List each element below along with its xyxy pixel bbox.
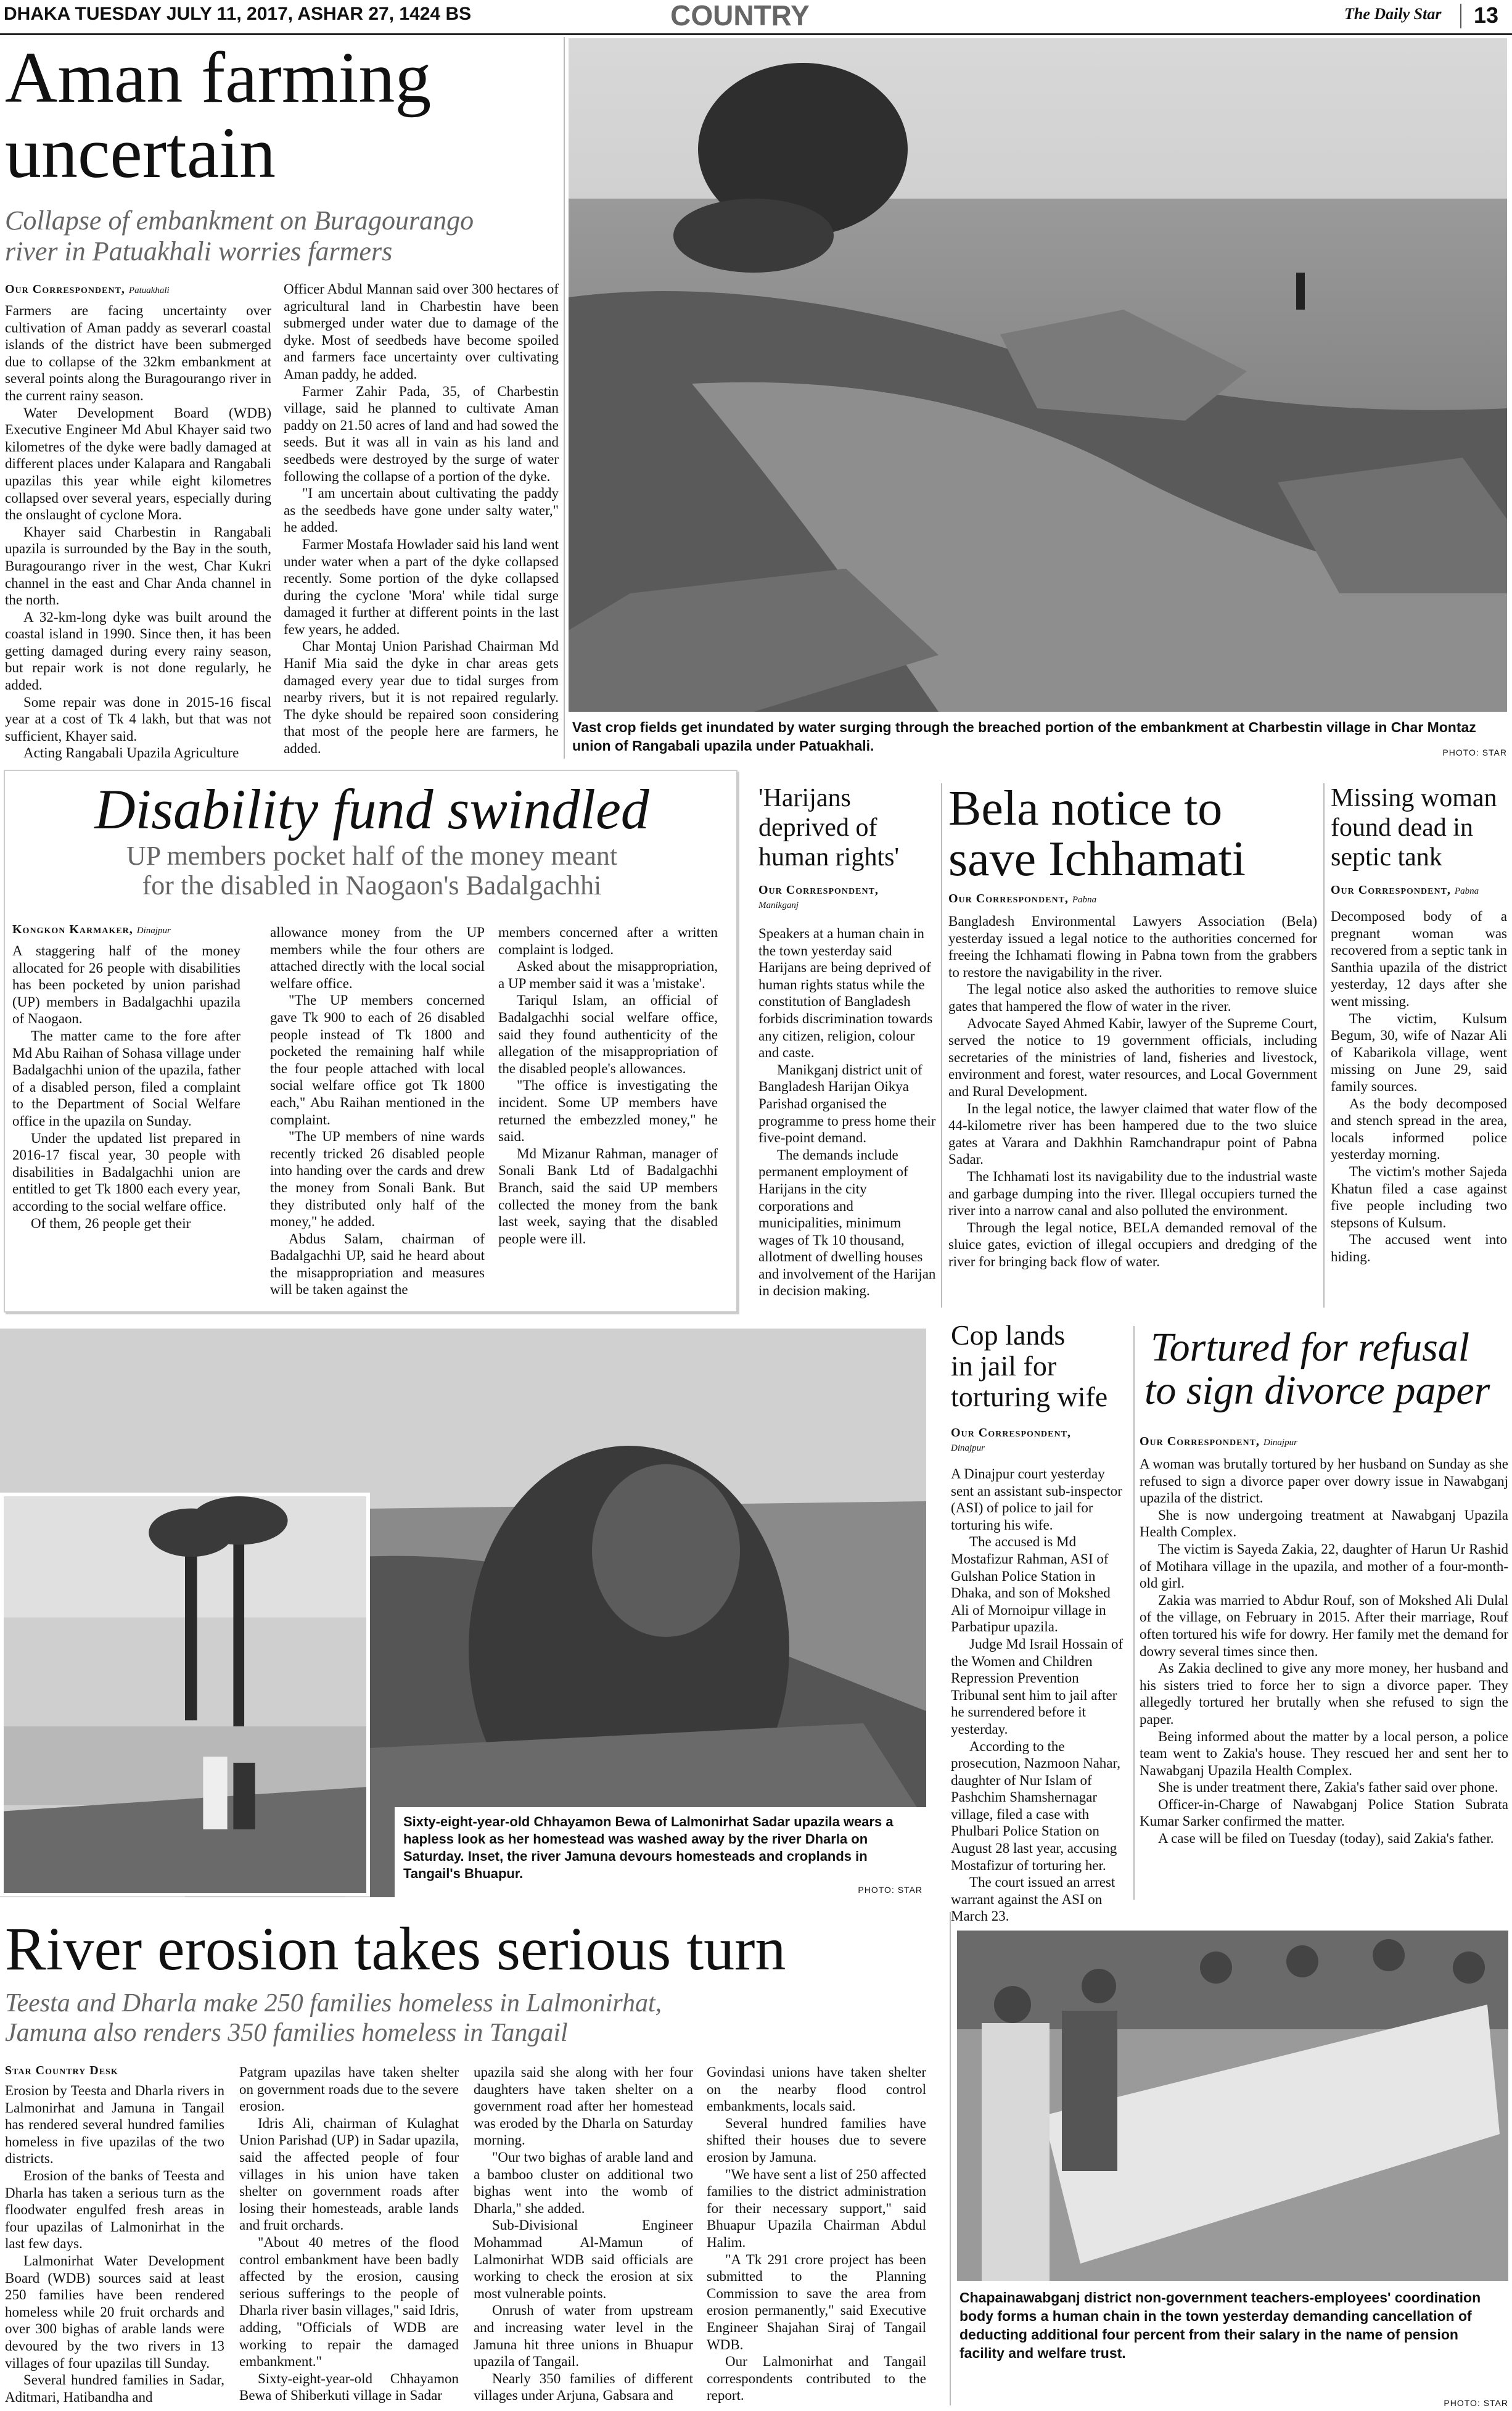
erosion-photo-caption: Sixty-eight-year-old Chhayamon Bewa of Lalmonirhat Sadar upazila wears a hapless look as her homestead was washed away by the river Dharla on Saturday. Inset, the river Jamuna devours homesteads and croplands in Tangail's Bhuapur. bbox=[403, 1814, 894, 1881]
aman-column-2 bbox=[284, 281, 559, 762]
erosion-caption-box bbox=[395, 1807, 926, 1897]
bela-body bbox=[948, 913, 1317, 1314]
aman-headline-line1: Aman farming bbox=[5, 37, 432, 118]
bela-paragraph: The Ichhamati lost its navigability due to the industrial waste and garbage dumping into the river. Illegal occupiers turned the river into a narrow canal and also polluted the environment. bbox=[948, 1168, 1317, 1219]
harijans-byline bbox=[758, 883, 937, 912]
missing-paragraph: The victim, Kulsum Begum, 30, wife of Nazar Ali of Kabarikola village, went missing on June 29, said family sources. bbox=[1331, 1010, 1507, 1094]
bela-article bbox=[948, 783, 1318, 1314]
river-paragraph: Several hundred families have shifted their houses due to severe erosion by Jamuna. bbox=[707, 2115, 926, 2165]
column-divider bbox=[564, 37, 565, 759]
bela-paragraph: Advocate Sayed Ahmed Kabir, lawyer of the Supreme Court, served the notice to 19 government officials, including secretaries of the ministries of land, fisheries and livestock, environment and forest, water resources, and Local Government and Rural Development. bbox=[948, 1015, 1317, 1099]
disability-paragraph: A staggering half of the money allocated for 26 people with disabilities has been pocketed by union parishad (UP) members in Badalgachhi upazila of Naogaon. bbox=[12, 943, 240, 1027]
river-column-1 bbox=[5, 2082, 224, 2409]
human-chain-photo bbox=[957, 1931, 1508, 2281]
disability-paragraph: "The UP members of nine wards recently tricked 26 disabled people into handing over the cards and drew the money from Sonali Bank. But they distributed only half of the money," he added. bbox=[270, 1129, 485, 1230]
tortured-paragraph: She is under treatment there, Zakia's father said over phone. bbox=[1158, 1779, 1498, 1795]
missing-paragraph: Decomposed body of a pregnant woman was recovered from a septic tank in Santhia upazila of the district yesterday, 12 days after she went missing. bbox=[1331, 909, 1507, 1009]
aman-deck-line1: Collapse of embankment on Buragourango bbox=[5, 205, 474, 236]
tortured-paragraph: A woman was brutally tortured by her husband on Sunday as she refused to sign a divorce paper over dowry issue in Nawabganj upazila of the district. bbox=[1140, 1456, 1508, 1506]
river-column-2 bbox=[239, 2064, 459, 2409]
disability-column-3 bbox=[498, 924, 718, 1306]
cop-paragraph: The court issued an arrest warrant against the ASI on March 23. bbox=[951, 1874, 1116, 1924]
disability-paragraph: allowance money from the UP members while the four others are attached directly with the local social welfare office. bbox=[270, 925, 485, 991]
tortured-paragraph: The victim is Sayeda Zakia, 22, daughter of Harun Ur Rashid of Motihara village in the upazila, and mother of a four-month-old girl. bbox=[1140, 1541, 1508, 1591]
masthead bbox=[0, 0, 1512, 36]
masthead-page-number: 13 bbox=[1474, 2, 1499, 28]
cop-headline-line3: torturing wife bbox=[951, 1381, 1108, 1412]
tortured-paragraph: As Zakia declined to give any more money, her husband and his sisters tried to force her to sign a divorce paper. They allegedly tortured her brutally when she refused to sign the paper. bbox=[1140, 1660, 1508, 1727]
disability-paragraph: "The office is investigating the incident. Some UP members have returned the embezzled money," he said. bbox=[498, 1078, 718, 1145]
aman-paragraph: Acting Rangabali Upazila Agriculture bbox=[23, 745, 239, 761]
embankment-photo bbox=[569, 38, 1507, 712]
missing-headline-line2: found dead in bbox=[1331, 814, 1473, 842]
river-paragraph: upazila said she along with her four daughters have taken shelter on a government road after her homestead was eroded by the Dharla on Saturday morning. bbox=[474, 2064, 693, 2148]
cop-byline-name: Our Correspondent, bbox=[951, 1426, 1071, 1440]
column-divider bbox=[941, 783, 942, 1308]
river-paragraph: Patgram upazilas have taken shelter on government roads due to the severe erosion. bbox=[239, 2064, 459, 2114]
masthead-rule bbox=[0, 33, 1512, 35]
disability-paragraph: Under the updated list prepared in 2016-17 fiscal year, 30 people with disabilities in Badalgachhi union are entitled to get Tk 1800 each every year, according to the social welfare office. bbox=[12, 1130, 240, 1214]
aman-paragraph: Officer Abdul Mannan said over 300 hectares of agricultural land in Charbestin have been submerged under water due to damage of the dyke. Most of seedbeds have become spoiled and farmers face uncertainty over cultivating Aman paddy, he added. bbox=[284, 281, 559, 382]
aman-paragraph: Water Development Board (WDB) Executive Engineer Md Abul Khayer said two kilometres of the dyke were badly damaged at different places under Kalapara and Rangabali upazilas this year while eight kilometres collapsed over several years, especially during the onslaught of cyclone Mora. bbox=[5, 405, 271, 523]
disability-paragraph: Asked about the misappropriation, a UP member said it was a 'mistake'. bbox=[498, 958, 718, 991]
cop-paragraph: The accused is Md Mostafizur Rahman, ASI of Gulshan Police Station in Dhaka, and son of Mokshed Ali of Mornoipur village in Parbatipur upazila. bbox=[951, 1534, 1111, 1635]
column-divider bbox=[1133, 1326, 1135, 1900]
harijans-dateline: Manikganj bbox=[758, 901, 799, 910]
masthead-divider bbox=[1460, 4, 1461, 28]
missing-headline-line3: septic tank bbox=[1331, 843, 1442, 872]
bela-byline bbox=[948, 892, 1096, 906]
tortured-paragraph: Officer-in-Charge of Nawabganj Police Station Subrata Kumar Sarker confirmed the matter. bbox=[1140, 1796, 1508, 1829]
cop-body bbox=[951, 1465, 1128, 1924]
disability-headline: Disability fund swindled bbox=[94, 778, 649, 841]
masthead-section: COUNTRY bbox=[670, 0, 810, 31]
harijans-paragraph: Manikganj district unit of Bangladesh Harijan Oikya Parishad organised the programme to press home their five-point demand. bbox=[758, 1061, 936, 1146]
disability-box bbox=[4, 770, 738, 1313]
missing-byline-name: Our Correspondent, bbox=[1331, 883, 1451, 897]
tortured-paragraph: A case will be filed on Tuesday (today), said Zakia's father. bbox=[1158, 1831, 1494, 1847]
bela-headline-line2: save Ichhamati bbox=[948, 832, 1246, 886]
river-paragraph: Erosion by Teesta and Dharla rivers in Lalmonirhat and Jamuna in Tangail has rendered several hundred families homeless in five upazilas of the two districts. bbox=[5, 2083, 224, 2167]
aman-paragraph: Farmer Mostafa Howlader said his land went under water when a part of the dyke collapsed recently. Some portion of the dyke collapsed during the cyclone 'Mora' while tidal surge damaged it further at different points in the last few years, he added. bbox=[284, 536, 559, 637]
aman-paragraph: Farmer Zahir Pada, 35, of Charbestin village, said he planned to cultivate Aman paddy on 21.50 acres of land and had sowed the seeds. But it was all in vain as his land and seedbeds were destroyed by the surge of water following the collapse of a portion of the dyke. bbox=[284, 383, 559, 484]
cop-headline-line2: in jail for bbox=[951, 1350, 1057, 1382]
aman-paragraph: Farmers are facing uncertainty over cultivation of Aman paddy as severarl coastal islands of the district have been submerged due to collapse of the 32km embankment at several points along the Buragourango river in the current rainy season. bbox=[5, 303, 271, 403]
river-paragraph: "Our two bighas of arable land and a bamboo cluster on additional two bighas went into the womb of Dharla," she added. bbox=[474, 2149, 693, 2216]
missing-byline bbox=[1331, 883, 1479, 897]
aman-byline bbox=[5, 282, 170, 297]
aman-paragraph: A 32-km-long dyke was built around the coastal island in 1990. Since then, it has been getting damaged during every rainy season, but repair work is not done regularly, he added. bbox=[5, 609, 271, 693]
disability-paragraph: Md Mizanur Rahman, manager of Sonali Bank Ltd of Badalgachhi Branch, said the said UP members collected the money from the bank last week, saying that the disabled people were ill. bbox=[498, 1145, 718, 1247]
harijans-paragraph: The demands include permanent employment of Harijans in the city corporations and municipalities, minimum wages of Tk 10 thousand, allotment of dwelling houses and involvement of the Harijan in decision making. bbox=[758, 1147, 936, 1299]
disability-column-2 bbox=[270, 924, 485, 1306]
bela-byline-name: Our Correspondent, bbox=[948, 892, 1069, 905]
river-paragraph: Lalmonirhat Water Development Board (WDB) sources said at least 250 families have been rendered homeless while 20 fruit orchards and over 300 bighas of arable lands were devoured by the two rivers in 13 villages of four upazilas till Sunday. bbox=[5, 2252, 224, 2371]
missing-body bbox=[1331, 908, 1507, 1314]
aman-paragraph: Khayer said Charbestin in Rangabali upazila is surrounded by the Bay in the south, Buragourango river in the west, Char Kukri channel in the east and Char Anda channel in the north. bbox=[5, 524, 271, 608]
cop-headline-line1: Cop lands bbox=[951, 1319, 1066, 1351]
disability-paragraph: Of them, 26 people get their bbox=[31, 1215, 191, 1231]
disability-deck-line2: for the disabled in Naogaon's Badalgachhi bbox=[142, 870, 602, 901]
cop-paragraph: According to the prosecution, Nazmoon Nahar, daughter of Nur Islam of Pashchim Shamshernagar village, filed a case with Phulbari Police Station on August 28 last year, accusing Mostafizur of torturing her. bbox=[951, 1738, 1120, 1873]
bela-paragraph: Bangladesh Environmental Lawyers Association (Bela) yesterday issued a legal notice to the authorities concerned for freeing the Ichhamati flowing in Pabna town from the grabbers to restore the navigability in the river. bbox=[948, 913, 1317, 980]
river-column-3 bbox=[474, 2064, 693, 2409]
missing-paragraph: The victim's mother Sajeda Khatun filed a case against five people including two stepsons of Kulsum. bbox=[1331, 1163, 1507, 1230]
cop-dateline: Dinajpur bbox=[951, 1443, 985, 1453]
human-chain-caption: Chapainawabganj district non-government teachers-employees' coordination body forms a human chain in the town yesterday demanding cancellation of deducting additional four percent from their salary in the name of pension facility and welfare trust. bbox=[959, 2289, 1481, 2361]
masthead-date: DHAKA TUESDAY JULY 11, 2017, ASHAR 27, 1424 BS bbox=[4, 4, 472, 24]
harijans-body bbox=[758, 925, 936, 1314]
disability-dateline: Dinajpur bbox=[136, 926, 171, 936]
missing-paragraph: As the body decomposed and stench spread in the area, locals informed police yesterday morning. bbox=[1331, 1095, 1507, 1163]
disability-byline bbox=[12, 923, 171, 937]
disability-column-1 bbox=[12, 942, 240, 1306]
erosion-photo-credit: PHOTO: STAR bbox=[858, 1885, 922, 1895]
missing-paragraph: The accused went into hiding. bbox=[1331, 1232, 1507, 1264]
cop-paragraph: Judge Md Israil Hossain of the Women and Children Repression Prevention Tribunal sent him to jail after he surrendered before it yesterday. bbox=[951, 1636, 1124, 1737]
aman-column-1 bbox=[5, 302, 271, 759]
tortured-headline-line2: to sign divorce paper bbox=[1144, 1368, 1490, 1413]
cop-byline bbox=[951, 1426, 1071, 1454]
tortured-paragraph: Being informed about the matter by a local person, a police team went to Zakia's house. They rescued her and sent her to Nawabganj Upazila Health Complex. bbox=[1140, 1728, 1508, 1778]
missing-dateline: Pabna bbox=[1454, 886, 1479, 896]
aman-photo-credit: PHOTO: STAR bbox=[1442, 748, 1507, 757]
river-headline: River erosion takes serious turn bbox=[5, 1914, 786, 1983]
bela-headline-line1: Bela notice to bbox=[948, 781, 1223, 836]
harijans-byline-name: Our Correspondent, bbox=[758, 883, 879, 897]
aman-paragraph: Some repair was done in 2015-16 fiscal year at a cost of Tk 4 lakh, but that was not sufficient, Khayer said. bbox=[5, 694, 271, 744]
river-paragraph: "We have sent a list of 250 affected families to the district administration for their necessary support," said Bhuapur Upazila Chairman Abdul Halim. bbox=[707, 2166, 926, 2250]
erosion-inset-photo bbox=[0, 1493, 370, 1897]
cop-article bbox=[951, 1319, 1130, 1924]
aman-byline-name: Our Correspondent, bbox=[5, 282, 125, 296]
river-paragraph: Erosion of the banks of Teesta and Dharla has taken a serious turn as the floodwater engulfed fresh areas in four upazilas of Lalmonirhat in the last few days. bbox=[5, 2167, 224, 2252]
river-paragraph: Onrush of water from upstream and increasing water level in the Jamuna hit three unions in Bhuapur upazila of Tangail. bbox=[474, 2302, 693, 2370]
river-paragraph: Sixty-eight-year-old Chhayamon Bewa of Shiberkuti village in Sadar bbox=[239, 2370, 459, 2404]
river-paragraph: "A Tk 291 crore project has been submitted to the Planning Commission to save the area from erosion permanently," said Executive Engineer Shajahan Siraj of Tangail WDB. bbox=[707, 2251, 926, 2352]
aman-article bbox=[0, 37, 567, 762]
bela-paragraph: The legal notice also asked the authorities to remove sluice gates that hampered the flow of water in the river. bbox=[948, 981, 1317, 1014]
column-divider bbox=[950, 1912, 951, 2405]
missing-article bbox=[1331, 783, 1508, 1314]
harijans-paragraph: Speakers at a human chain in the town yesterday said Harijans are being deprived of human rights status while the constitution of Bangladesh forbids discrimination towards any citizen, religion, colour and caste. bbox=[758, 926, 933, 1061]
river-paragraph: "About 40 metres of the flood control embankment have been badly affected by the erosion, causing serious sufferings to the people of Dharla river basin villages," said Idris, adding, "Officials of WDB are working to repair the damaged embankment." bbox=[239, 2234, 459, 2370]
tortured-byline bbox=[1140, 1435, 1297, 1449]
tortured-paragraph: Zakia was married to Abdur Rouf, son of Mokshed Ali Dulal of the village, on February in 2015. After their marriage, Rouf often tortured his wife for dowry. Her family met the demand for dowry several times since then. bbox=[1140, 1592, 1508, 1659]
river-deck-line2: Jamuna also renders 350 families homeless in Tangail bbox=[5, 2019, 568, 2047]
masthead-paper: The Daily Star bbox=[1344, 5, 1442, 23]
river-byline: Star Country Desk bbox=[5, 2064, 118, 2077]
aman-paragraph: "I am uncertain about cultivating the paddy as the seedbeds have gone under salty water," he added. bbox=[284, 485, 559, 535]
river-paragraph: Nearly 350 families of different villages under Arjuna, Gabsara and bbox=[474, 2370, 693, 2404]
disability-paragraph: The matter came to the fore after Md Abu Raihan of Sohasa village under Badalgachhi union of the upazila, father of a disabled person, filed a complaint to the Department of Social Welfare office in the upazila on Sunday. bbox=[12, 1028, 240, 1129]
harijans-article bbox=[758, 783, 937, 1314]
harijans-headline-line2: deprived of bbox=[758, 814, 877, 842]
disability-byline-name: Kongkon Karmaker, bbox=[12, 923, 133, 936]
tortured-article bbox=[1140, 1320, 1510, 1903]
aman-headline-line2: uncertain bbox=[5, 112, 276, 193]
tortured-byline-name: Our Correspondent, bbox=[1140, 1435, 1260, 1448]
river-article bbox=[0, 1912, 950, 2411]
aman-dateline: Patuakhali bbox=[128, 286, 170, 295]
human-chain-photo-credit: PHOTO: STAR bbox=[1444, 2398, 1508, 2408]
tortured-headline-line1: Tortured for refusal bbox=[1151, 1325, 1470, 1370]
bela-paragraph: In the legal notice, the lawyer claimed that water flow of the 44-kilometre river has been hampered due to the two sluice gates at Varara and Dakhhin Ramchandrapur point of Pabna Sadar. bbox=[948, 1100, 1317, 1168]
tortured-body bbox=[1140, 1456, 1508, 1900]
river-paragraph: Govindasi unions have taken shelter on the nearby flood control embankments, locals said. bbox=[707, 2064, 926, 2114]
aman-paragraph: Char Montaj Union Parishad Chairman Md Hanif Mia said the dyke in char areas gets damaged every year due to tidal surges from nearby rivers, but it is not repaired regularly. The dyke should be repaired soon considering that most of the people here are farmers, he added. bbox=[284, 638, 559, 757]
disability-paragraph: "The UP members concerned gave Tk 900 to each of 26 disabled people instead of Tk 1800 and pocketed the remaining half while the four people attached with local social welfare office got Tk 1800 each," Abu Raihan mentioned in the complaint. bbox=[270, 992, 485, 1127]
tortured-paragraph: She is now undergoing treatment at Nawabganj Upazila Health Complex. bbox=[1140, 1507, 1508, 1540]
column-divider bbox=[1323, 783, 1325, 1308]
aman-deck-line2: river in Patuakhali worries farmers bbox=[5, 236, 393, 266]
river-paragraph: Idris Ali, chairman of Kulaghat Union Parishad (UP) in Sadar upazila, said the affected people of four villages in his union have taken shelter on government roads after losing their homesteads, arable lands and fruit orchards. bbox=[239, 2115, 459, 2233]
tortured-dateline: Dinajpur bbox=[1263, 1438, 1297, 1448]
bela-dateline: Pabna bbox=[1072, 895, 1097, 905]
disability-paragraph: members concerned after a written complaint is lodged. bbox=[498, 925, 718, 957]
disability-deck-line1: UP members pocket half of the money meant bbox=[126, 841, 618, 871]
disability-paragraph: Abdus Salam, chairman of Badalgachhi UP, said he heard about the misappropriation and measures will be taken against the bbox=[270, 1230, 485, 1298]
river-paragraph: Several hundred families in Sadar, Aditmari, Hatibandha and bbox=[5, 2372, 224, 2405]
harijans-headline-line1: 'Harijans bbox=[758, 784, 851, 812]
river-column-4 bbox=[707, 2064, 926, 2409]
aman-photo-caption: Vast crop fields get inundated by water surging through the breached portion of the embankment at Charbestin village in Char Montaz union of Rangabali upazila under Patuakhali. bbox=[572, 719, 1476, 754]
disability-paragraph: Tariqul Islam, an official of Badalgachhi social welfare office, said they found authenticity of the allegation of the misappropriation of the disabled people's allowances. bbox=[498, 992, 718, 1076]
river-deck-line1: Teesta and Dharla make 250 families homeless in Lalmonirhat, bbox=[5, 1989, 662, 2017]
bela-paragraph: Through the legal notice, BELA demanded removal of the sluice gates, eviction of illegal occupiers and dredging of the river for bringing back flow of water. bbox=[948, 1219, 1317, 1269]
cop-paragraph: A Dinajpur court yesterday sent an assistant sub-inspector (ASI) of police to jail for torturing his wife. bbox=[951, 1466, 1122, 1533]
missing-headline-line1: Missing woman bbox=[1331, 784, 1497, 812]
river-paragraph: Sub-Divisional Engineer Mohammad Al-Mamun of Lalmonirhat WDB said officials are working to check the erosion at six most vulnerable points. bbox=[474, 2217, 693, 2301]
harijans-headline-line3: human rights' bbox=[758, 843, 900, 872]
river-paragraph: Our Lalmonirhat and Tangail correspondents contributed to the report. bbox=[707, 2354, 926, 2404]
